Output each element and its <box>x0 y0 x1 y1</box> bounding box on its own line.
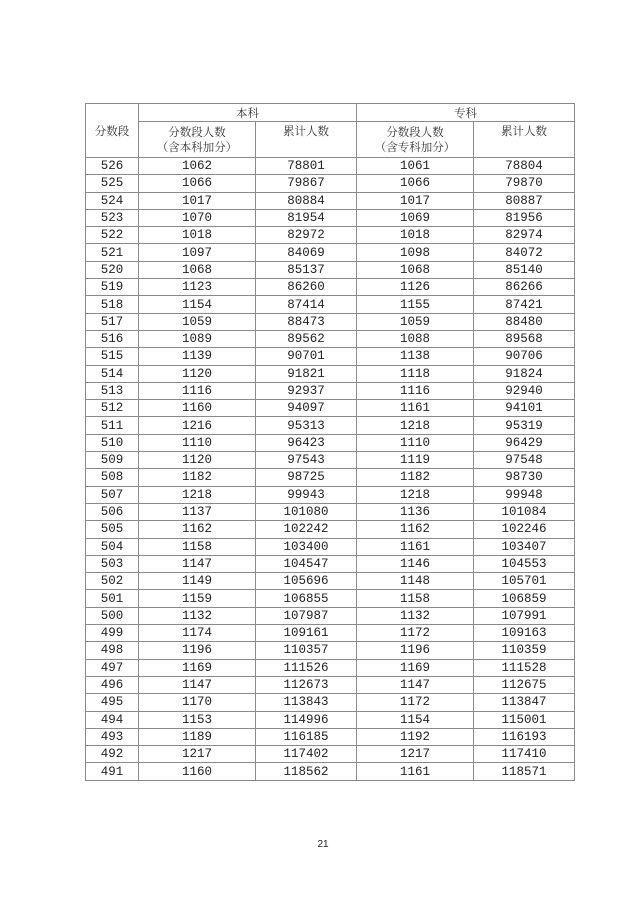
benke-cumulative-cell: 109161 <box>256 625 357 642</box>
zhuanke-count-cell: 1172 <box>357 694 474 711</box>
zhuanke-count-cell: 1192 <box>357 728 474 745</box>
benke-cumulative-header: 累计人数 <box>256 122 357 158</box>
table-row <box>86 330 575 347</box>
zhuanke-cumulative-cell: 94101 <box>474 400 575 417</box>
table-row <box>86 382 575 399</box>
score-cell: 514 <box>86 365 139 382</box>
zhuanke-count-cell: 1169 <box>357 659 474 676</box>
table-row <box>86 573 575 590</box>
table-row <box>86 694 575 711</box>
score-cell: 494 <box>86 711 139 728</box>
score-cell: 497 <box>86 659 139 676</box>
table-row <box>86 227 575 244</box>
zhuanke-count-cell: 1116 <box>357 382 474 399</box>
benke-cumulative-cell: 118562 <box>256 763 357 780</box>
zhuanke-cumulative-cell: 79870 <box>474 175 575 192</box>
table-row <box>86 642 575 659</box>
zhuanke-cumulative-cell: 84072 <box>474 244 575 261</box>
score-cell: 517 <box>86 313 139 330</box>
benke-count-cell: 1159 <box>139 590 256 607</box>
score-cell: 525 <box>86 175 139 192</box>
zhuanke-count-cell: 1161 <box>357 763 474 780</box>
benke-count-cell: 1170 <box>139 694 256 711</box>
benke-cumulative-cell: 79867 <box>256 175 357 192</box>
benke-count-cell: 1097 <box>139 244 256 261</box>
table-row <box>86 158 575 175</box>
benke-count-cell: 1089 <box>139 330 256 347</box>
score-cell: 511 <box>86 417 139 434</box>
benke-cumulative-cell: 105696 <box>256 573 357 590</box>
score-cell: 499 <box>86 625 139 642</box>
score-cell: 526 <box>86 158 139 175</box>
benke-count-cell: 1182 <box>139 469 256 486</box>
table-row <box>86 279 575 296</box>
zhuanke-count-cell: 1162 <box>357 521 474 538</box>
benke-cumulative-cell: 84069 <box>256 244 357 261</box>
benke-cumulative-cell: 116185 <box>256 728 357 745</box>
zhuanke-count-cell: 1110 <box>357 434 474 451</box>
table-row <box>86 261 575 278</box>
table-row <box>86 728 575 745</box>
benke-count-cell: 1216 <box>139 417 256 434</box>
benke-count-cell: 1196 <box>139 642 256 659</box>
table-row <box>86 175 575 192</box>
zhuanke-count-cell: 1161 <box>357 400 474 417</box>
score-cell: 502 <box>86 573 139 590</box>
score-cell: 508 <box>86 469 139 486</box>
benke-cumulative-cell: 82972 <box>256 227 357 244</box>
zhuanke-count-cell: 1158 <box>357 590 474 607</box>
benke-cumulative-cell: 90701 <box>256 348 357 365</box>
benke-count-cell: 1162 <box>139 521 256 538</box>
score-cell: 513 <box>86 382 139 399</box>
benke-count-cell: 1218 <box>139 486 256 503</box>
zhuanke-count-cell: 1061 <box>357 158 474 175</box>
table-row <box>86 486 575 503</box>
zhuanke-count-cell: 1161 <box>357 538 474 555</box>
score-cell: 506 <box>86 503 139 520</box>
table-row <box>86 625 575 642</box>
table-row <box>86 590 575 607</box>
score-cell: 507 <box>86 486 139 503</box>
zhuanke-count-note: （含专科加分） <box>374 139 456 154</box>
table-row <box>86 365 575 382</box>
benke-count-cell: 1068 <box>139 261 256 278</box>
table-row <box>86 555 575 572</box>
zhuanke-count-cell: 1155 <box>357 296 474 313</box>
zhuanke-cumulative-cell: 105701 <box>474 573 575 590</box>
zhuanke-count-cell: 1126 <box>357 279 474 296</box>
score-cell: 501 <box>86 590 139 607</box>
score-cell: 500 <box>86 607 139 624</box>
zhuanke-count-cell: 1118 <box>357 365 474 382</box>
zhuanke-count-cell: 1066 <box>357 175 474 192</box>
benke-count-cell: 1110 <box>139 434 256 451</box>
zhuanke-cumulative-cell: 90706 <box>474 348 575 365</box>
benke-count-cell: 1120 <box>139 365 256 382</box>
zhuanke-cumulative-cell: 92940 <box>474 382 575 399</box>
zhuanke-cumulative-cell: 103407 <box>474 538 575 555</box>
zhuanke-count-cell: 1132 <box>357 607 474 624</box>
benke-cumulative-cell: 95313 <box>256 417 357 434</box>
benke-count-cell: 1120 <box>139 452 256 469</box>
zhuanke-cumulative-cell: 101084 <box>474 503 575 520</box>
zhuanke-cumulative-cell: 85140 <box>474 261 575 278</box>
zhuanke-cumulative-cell: 91824 <box>474 365 575 382</box>
benke-count-cell: 1017 <box>139 192 256 209</box>
benke-count-cell: 1153 <box>139 711 256 728</box>
score-cell: 496 <box>86 676 139 693</box>
benke-cumulative-cell: 89562 <box>256 330 357 347</box>
benke-count-cell: 1139 <box>139 348 256 365</box>
benke-cumulative-cell: 106855 <box>256 590 357 607</box>
zhuanke-cumulative-cell: 97548 <box>474 452 575 469</box>
benke-count-cell: 1149 <box>139 573 256 590</box>
benke-count-cell: 1158 <box>139 538 256 555</box>
zhuanke-cumulative-cell: 96429 <box>474 434 575 451</box>
zhuanke-cumulative-cell: 82974 <box>474 227 575 244</box>
zhuanke-cumulative-cell: 81956 <box>474 209 575 226</box>
score-cell: 524 <box>86 192 139 209</box>
benke-cumulative-cell: 98725 <box>256 469 357 486</box>
benke-header: 本科 <box>139 104 357 122</box>
zhuanke-count-cell: 1068 <box>357 261 474 278</box>
benke-cumulative-cell: 85137 <box>256 261 357 278</box>
benke-count-cell: 1217 <box>139 746 256 763</box>
benke-count-cell: 1147 <box>139 676 256 693</box>
score-cell: 512 <box>86 400 139 417</box>
score-cell: 522 <box>86 227 139 244</box>
zhuanke-cumulative-cell: 98730 <box>474 469 575 486</box>
score-cell: 493 <box>86 728 139 745</box>
zhuanke-count-cell: 1017 <box>357 192 474 209</box>
benke-cumulative-cell: 104547 <box>256 555 357 572</box>
zhuanke-cumulative-cell: 78804 <box>474 158 575 175</box>
table-row <box>86 763 575 780</box>
benke-cumulative-cell: 110357 <box>256 642 357 659</box>
table-row <box>86 417 575 434</box>
zhuanke-count-cell: 1147 <box>357 676 474 693</box>
score-cell: 492 <box>86 746 139 763</box>
score-cell: 498 <box>86 642 139 659</box>
score-cell: 520 <box>86 261 139 278</box>
table-row <box>86 746 575 763</box>
score-distribution-table <box>85 103 575 781</box>
table-row <box>86 452 575 469</box>
zhuanke-count-cell: 1136 <box>357 503 474 520</box>
benke-count-note: （含本科加分） <box>156 139 238 154</box>
score-cell: 495 <box>86 694 139 711</box>
score-cell: 515 <box>86 348 139 365</box>
zhuanke-cumulative-cell: 99948 <box>474 486 575 503</box>
benke-cumulative-cell: 81954 <box>256 209 357 226</box>
zhuanke-count-header <box>357 122 474 158</box>
benke-count-cell: 1132 <box>139 607 256 624</box>
zhuanke-cumulative-cell: 113847 <box>474 694 575 711</box>
benke-count-cell: 1123 <box>139 279 256 296</box>
zhuanke-cumulative-cell: 109163 <box>474 625 575 642</box>
benke-cumulative-cell: 80884 <box>256 192 357 209</box>
table-row <box>86 313 575 330</box>
score-cell: 521 <box>86 244 139 261</box>
zhuanke-cumulative-cell: 115001 <box>474 711 575 728</box>
score-cell: 523 <box>86 209 139 226</box>
benke-cumulative-cell: 102242 <box>256 521 357 538</box>
score-cell: 516 <box>86 330 139 347</box>
table-row <box>86 400 575 417</box>
zhuanke-cumulative-cell: 95319 <box>474 417 575 434</box>
zhuanke-count-cell: 1059 <box>357 313 474 330</box>
table-row <box>86 711 575 728</box>
benke-cumulative-cell: 78801 <box>256 158 357 175</box>
benke-count-cell: 1154 <box>139 296 256 313</box>
score-cell: 518 <box>86 296 139 313</box>
zhuanke-cumulative-cell: 89568 <box>474 330 575 347</box>
benke-cumulative-cell: 96423 <box>256 434 357 451</box>
score-cell: 505 <box>86 521 139 538</box>
benke-cumulative-cell: 91821 <box>256 365 357 382</box>
table-row <box>86 348 575 365</box>
zhuanke-count-cell: 1218 <box>357 417 474 434</box>
score-cell: 504 <box>86 538 139 555</box>
zhuanke-count-cell: 1217 <box>357 746 474 763</box>
zhuanke-cumulative-cell: 88480 <box>474 313 575 330</box>
zhuanke-cumulative-cell: 110359 <box>474 642 575 659</box>
benke-count-cell: 1018 <box>139 227 256 244</box>
benke-count-cell: 1189 <box>139 728 256 745</box>
benke-cumulative-cell: 92937 <box>256 382 357 399</box>
zhuanke-count-cell: 1088 <box>357 330 474 347</box>
table-row <box>86 503 575 520</box>
table-row <box>86 296 575 313</box>
zhuanke-cumulative-cell: 112675 <box>474 676 575 693</box>
zhuanke-count-cell: 1182 <box>357 469 474 486</box>
benke-cumulative-cell: 113843 <box>256 694 357 711</box>
zhuanke-cumulative-cell: 80887 <box>474 192 575 209</box>
zhuanke-count-cell: 1138 <box>357 348 474 365</box>
zhuanke-cumulative-header: 累计人数 <box>474 122 575 158</box>
zhuanke-cumulative-cell: 87421 <box>474 296 575 313</box>
benke-cumulative-cell: 111526 <box>256 659 357 676</box>
table-row <box>86 244 575 261</box>
zhuanke-cumulative-cell: 86266 <box>474 279 575 296</box>
score-band-header: 分数段 <box>86 104 139 158</box>
benke-count-cell: 1160 <box>139 763 256 780</box>
benke-count-cell: 1137 <box>139 503 256 520</box>
score-cell: 491 <box>86 763 139 780</box>
table-row <box>86 469 575 486</box>
benke-cumulative-cell: 86260 <box>256 279 357 296</box>
benke-count-cell: 1174 <box>139 625 256 642</box>
benke-cumulative-cell: 97543 <box>256 452 357 469</box>
benke-count-cell: 1160 <box>139 400 256 417</box>
score-cell: 510 <box>86 434 139 451</box>
zhuanke-count-cell: 1119 <box>357 452 474 469</box>
zhuanke-cumulative-cell: 111528 <box>474 659 575 676</box>
benke-cumulative-cell: 114996 <box>256 711 357 728</box>
benke-count-cell: 1062 <box>139 158 256 175</box>
zhuanke-count-cell: 1196 <box>357 642 474 659</box>
table-row <box>86 521 575 538</box>
benke-cumulative-cell: 87414 <box>256 296 357 313</box>
benke-cumulative-cell: 101080 <box>256 503 357 520</box>
table-row <box>86 538 575 555</box>
zhuanke-count-cell: 1018 <box>357 227 474 244</box>
zhuanke-count-cell: 1154 <box>357 711 474 728</box>
zhuanke-cumulative-cell: 117410 <box>474 746 575 763</box>
benke-cumulative-cell: 94097 <box>256 400 357 417</box>
table-row <box>86 676 575 693</box>
table-body <box>86 158 575 781</box>
benke-count-cell: 1147 <box>139 555 256 572</box>
benke-cumulative-cell: 112673 <box>256 676 357 693</box>
zhuanke-cumulative-cell: 107991 <box>474 607 575 624</box>
score-cell: 503 <box>86 555 139 572</box>
benke-cumulative-cell: 117402 <box>256 746 357 763</box>
zhuanke-cumulative-cell: 106859 <box>474 590 575 607</box>
benke-cumulative-cell: 99943 <box>256 486 357 503</box>
zhuanke-count-cell: 1172 <box>357 625 474 642</box>
score-cell: 519 <box>86 279 139 296</box>
zhuanke-cumulative-cell: 104553 <box>474 555 575 572</box>
benke-count-label: 分数段人数 <box>168 124 226 139</box>
zhuanke-count-cell: 1098 <box>357 244 474 261</box>
zhuanke-cumulative-cell: 118571 <box>474 763 575 780</box>
zhuanke-count-cell: 1148 <box>357 573 474 590</box>
score-cell: 509 <box>86 452 139 469</box>
page-number: 21 <box>317 839 329 850</box>
benke-count-cell: 1059 <box>139 313 256 330</box>
benke-count-cell: 1169 <box>139 659 256 676</box>
benke-cumulative-cell: 107987 <box>256 607 357 624</box>
benke-count-header <box>139 122 256 158</box>
table-row <box>86 659 575 676</box>
zhuanke-cumulative-cell: 102246 <box>474 521 575 538</box>
zhuanke-header: 专科 <box>357 104 575 122</box>
benke-count-cell: 1066 <box>139 175 256 192</box>
zhuanke-cumulative-cell: 116193 <box>474 728 575 745</box>
zhuanke-count-cell: 1146 <box>357 555 474 572</box>
table-row <box>86 192 575 209</box>
zhuanke-count-label: 分数段人数 <box>386 124 444 139</box>
benke-cumulative-cell: 103400 <box>256 538 357 555</box>
zhuanke-count-cell: 1218 <box>357 486 474 503</box>
benke-count-cell: 1116 <box>139 382 256 399</box>
table-row <box>86 209 575 226</box>
table-row <box>86 607 575 624</box>
benke-count-cell: 1070 <box>139 209 256 226</box>
table-row <box>86 434 575 451</box>
benke-cumulative-cell: 88473 <box>256 313 357 330</box>
zhuanke-count-cell: 1069 <box>357 209 474 226</box>
